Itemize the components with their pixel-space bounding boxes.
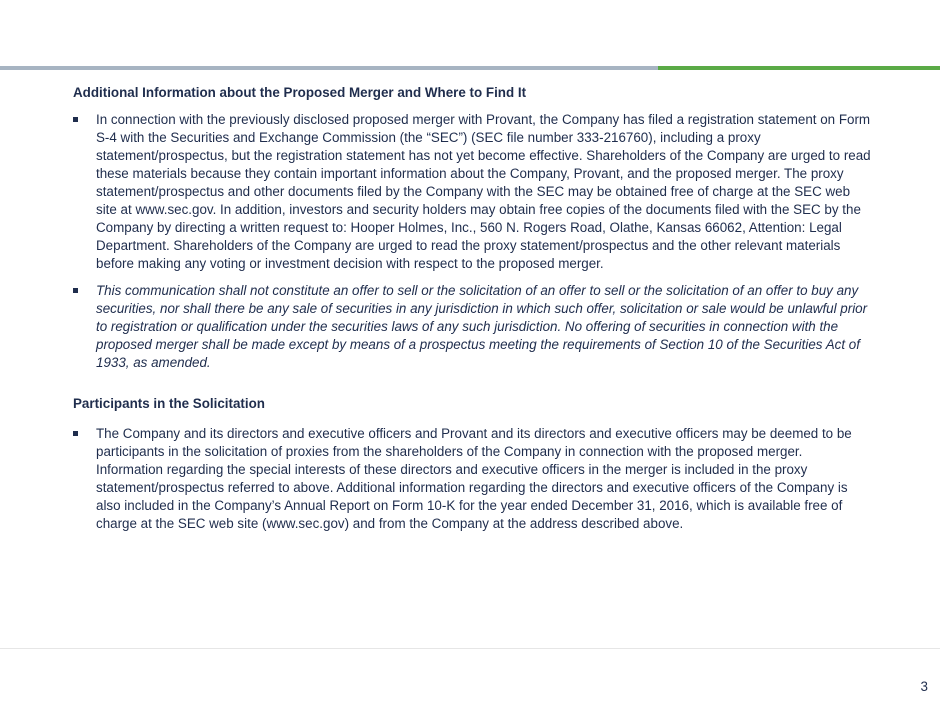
participants-section-heading: Participants in the Solicitation bbox=[73, 396, 265, 411]
header-bar-gray-segment bbox=[0, 66, 658, 70]
merger-section bbox=[73, 84, 873, 372]
square-bullet-icon bbox=[73, 117, 78, 122]
bullet-text: This communication shall not constitute an offer to sell or the solicitation of an offer to sell or the solicitation of an offer to buy any securities, nor shall there be any sale of securities in any jurisdiction in which such offer, solicitation or sale would be unlawful prior to registration or qualification under the securities laws of any such jurisdiction. No offering of securities in connection with the proposed merger shall be made except by means of a prospectus meeting the requirements of Section 10 of the Securities Act of 1933, as amended. bbox=[96, 283, 868, 370]
merger-section-heading: Additional Information about the Proposed Merger and Where to Find It bbox=[73, 85, 527, 100]
merger-bullet-disclaimer bbox=[73, 282, 873, 372]
footer-divider bbox=[0, 648, 940, 649]
merger-bullet-registration bbox=[73, 111, 873, 273]
bullet-text: The Company and its directors and executive officers and Provant and its directors and executive officers may be deemed to be participants in the solicitation of proxies from the shareholders of the Company in connection with the proposed merger. Information regarding the special interests of these directors and executive officers in the merger is included in the proxy statement/prospectus referred to above. Additional information regarding the directors and executive officers of the Company is also included in the Company’s Annual Report on Form 10-K for the year ended December 31, 2016, which is available free of charge at the SEC web site (www.sec.gov) and from the Company at the address described above. bbox=[96, 426, 852, 531]
bullet-text: In connection with the previously disclosed proposed merger with Provant, the Company has filed a registration statement on Form S-4 with the Securities and Exchange Commission (the “SEC”) (SEC file number 333-216760), including a proxy statement/prospectus, but the registration statement has not yet become effective. Shareholders of the Company are urged to read these materials because they contain important information about the Company, Provant, and the proposed merger. The proxy statement/prospectus and other documents filed by the Company with the SEC may be obtained free of charge at the SEC web site at www.sec.gov. In addition, investors and security holders may obtain free copies of the documents filed with the SEC by the Company by directing a written request to: Hooper Holmes, Inc., 560 N. Rogers Road, Olathe, Kansas 66062, Attention: Legal Department. Shareholders of the Company are urged to read the proxy statement/prospectus and the other relevant materials before making any voting or investment decision with respect to the proposed merger. bbox=[96, 112, 871, 271]
participants-bullet bbox=[73, 425, 873, 533]
participants-section bbox=[73, 395, 873, 533]
main-content bbox=[73, 84, 873, 533]
header-accent-bar bbox=[0, 66, 940, 70]
square-bullet-icon bbox=[73, 431, 78, 436]
square-bullet-icon bbox=[73, 288, 78, 293]
page-number: 3 bbox=[920, 679, 928, 694]
header-bar-green-segment bbox=[658, 66, 940, 70]
